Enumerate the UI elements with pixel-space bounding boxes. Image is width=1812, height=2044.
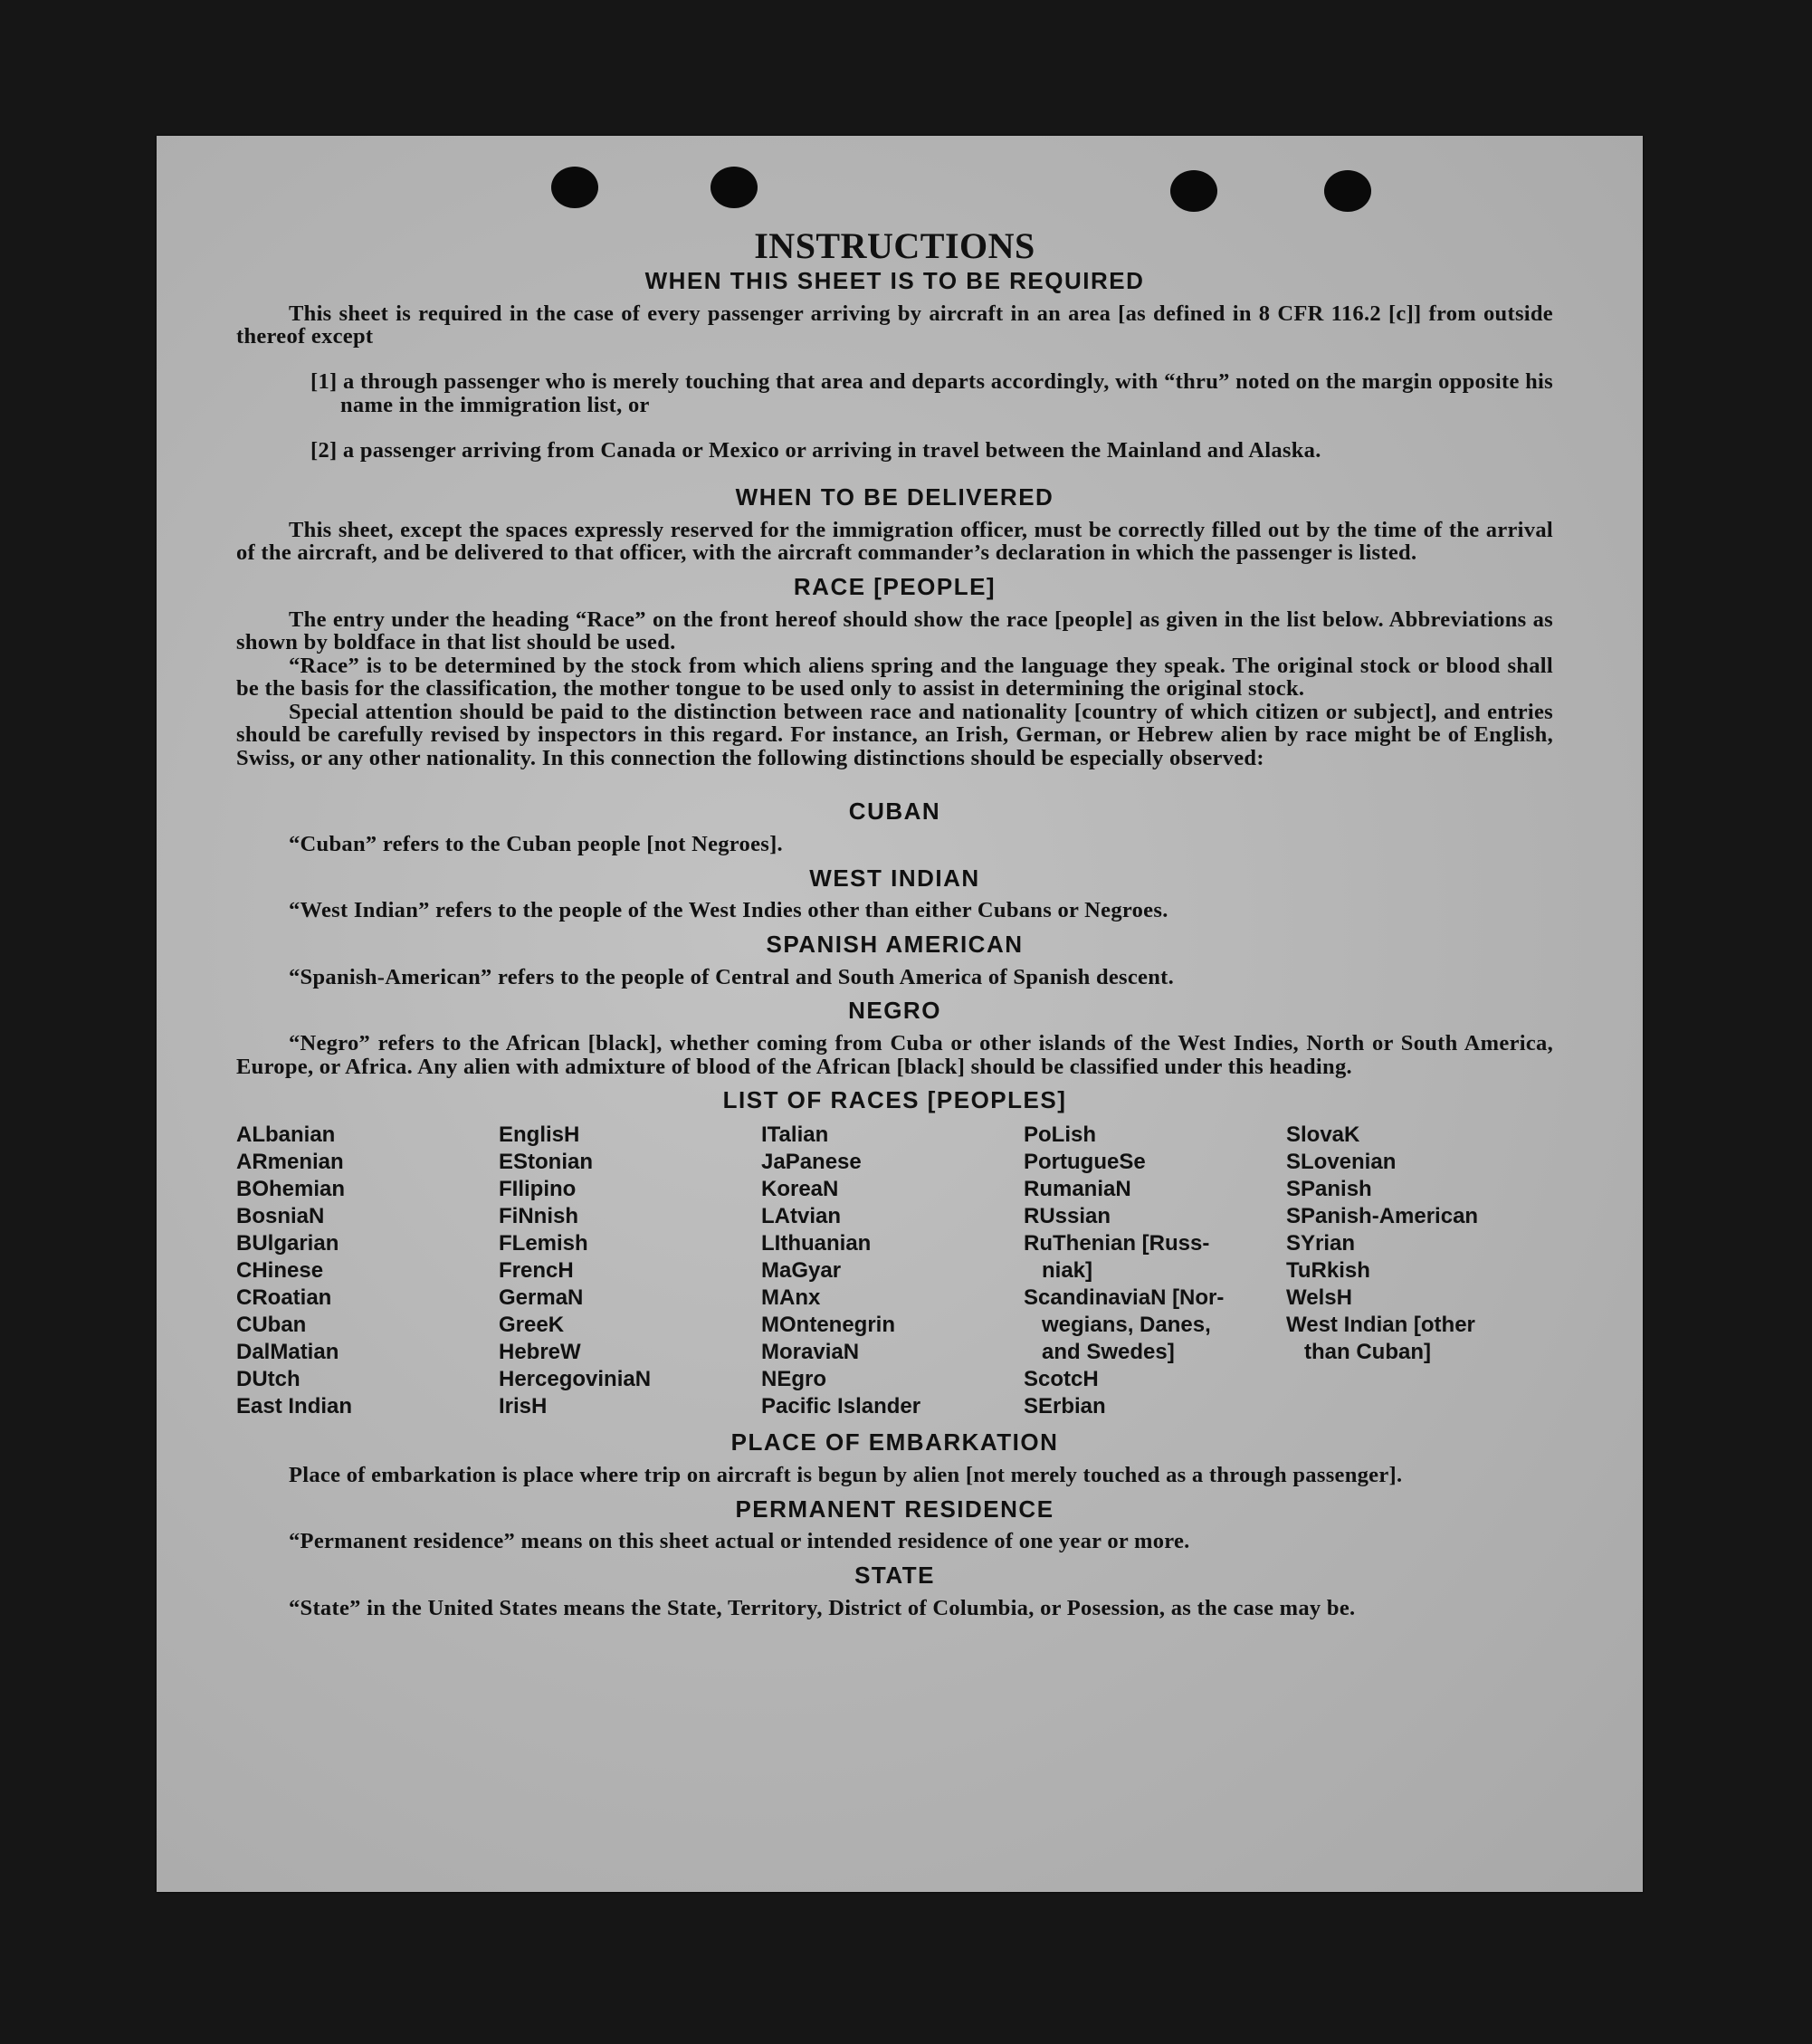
race-list-item: CHinese (236, 1258, 324, 1284)
races-column (761, 1122, 1024, 1420)
race-list-item: ScotcH (1024, 1367, 1099, 1392)
race-list-item: MOntenegrin (761, 1313, 895, 1338)
race-list-item: MoraviaN (761, 1340, 860, 1365)
race-list-item: ScandinaviaN [Nor- (1024, 1285, 1225, 1311)
race-list-item: GreeK (499, 1313, 565, 1338)
race-list-item: ARmenian (236, 1150, 344, 1175)
race-list-item: MAnx (761, 1285, 821, 1311)
race-list-item: FIlipino (499, 1177, 577, 1202)
when-required-item-1: [1] a through passenger who is merely touching that area and departs accordingly, with “thru” noted on the margin opposite his name in the immigration list, or (310, 369, 1553, 417)
when-delivered-text: This sheet, except the spaces expressly reserved for the immigration officer, must be correctly filled out by the time of the arrival of the aircraft, and be delivered to that officer, with the aircraft commander’s declaration in which the passenger is listed. (236, 517, 1553, 566)
when-required-intro: This sheet is required in the case of every passenger arriving by aircraft in an area [as defined in 8 CFR 116.2 [c]] from outside thereof except (236, 301, 1553, 349)
page-title: INSTRUCTIONS (754, 225, 1035, 266)
race-list-item: HebreW (499, 1340, 581, 1365)
race-list-item: FrencH (499, 1258, 574, 1284)
heading-negro: NEGRO (848, 997, 941, 1025)
race-list-item: wegians, Danes, (1024, 1313, 1211, 1338)
heading-permanent-residence: PERMANENT RESIDENCE (735, 1495, 1054, 1523)
punch-hole (710, 167, 758, 208)
race-list-item: CRoatian (236, 1285, 332, 1311)
race-list-item: SPanish (1286, 1177, 1372, 1202)
race-list-item: SPanish-American (1286, 1204, 1479, 1229)
race-paragraph-2: “Race” is to be determined by the stock from which aliens spring and the language they speak. The original stock or blood shall be the basis for the classification, the mother tongue to be used only to assist in determining the original stock. (236, 653, 1553, 702)
place-of-embarkation-text: Place of embarkation is place where trip on aircraft is begun by alien [not merely touched as a through passenger]. (289, 1463, 1403, 1488)
race-list-item: DUtch (236, 1367, 300, 1392)
race-list-item: and Swedes] (1024, 1340, 1175, 1365)
race-list-item: BOhemian (236, 1177, 346, 1202)
race-list-item: SLovenian (1286, 1150, 1397, 1175)
heading-place-of-embarkation: PLACE OF EMBARKATION (730, 1428, 1059, 1457)
race-paragraph-1: The entry under the heading “Race” on the front hereof should show the race [people] as given in the list below. Abbreviations as shown by boldface in that list should be used. (236, 607, 1553, 655)
race-list-item: WelsH (1286, 1285, 1352, 1311)
race-list-item: ITalian (761, 1122, 829, 1148)
cuban-text: “Cuban” refers to the Cuban people [not Negroes]. (289, 832, 783, 857)
race-list-item: RuThenian [Russ- (1024, 1231, 1210, 1256)
permanent-residence-text: “Permanent residence” means on this sheet actual or intended residence of one year or more. (289, 1529, 1190, 1554)
race-list-item: GermaN (499, 1285, 584, 1311)
race-list-item: SlovaK (1286, 1122, 1360, 1148)
race-list-item: IrisH (499, 1394, 548, 1419)
race-list-item: EStonian (499, 1150, 594, 1175)
heading-cuban: CUBAN (848, 798, 941, 826)
race-list-item: BUlgarian (236, 1231, 339, 1256)
race-list-item: niak] (1024, 1258, 1093, 1284)
punch-hole (551, 167, 598, 208)
state-text: “State” in the United States means the State, Territory, District of Columbia, or Posession, as the case may be. (289, 1595, 1356, 1620)
race-list-item: DalMatian (236, 1340, 339, 1365)
heading-spanish-american: SPANISH AMERICAN (766, 930, 1024, 958)
race-list-item: FiNnish (499, 1204, 578, 1229)
race-list-item: LAtvian (761, 1204, 842, 1229)
when-required-item-2: [2] a passenger arriving from Canada or Mexico or arriving in travel between the Mainland and Alaska. (310, 437, 1321, 463)
race-list-item: Pacific Islander (761, 1394, 921, 1419)
race-paragraph-3: Special attention should be paid to the distinction between race and nationality [country of which citizen or subject], and entries should be carefully revised by inspectors in this regard. For instance, an Irish, German, or Hebrew alien by race might be of English, Swiss, or any other nationality. In this connection the following distinctions should be especially observed: (236, 699, 1553, 770)
race-list-item: RUssian (1024, 1204, 1111, 1229)
races-column (1286, 1122, 1549, 1420)
heading-west-indian: WEST INDIAN (809, 864, 980, 892)
race-list-item: ALbanian (236, 1122, 336, 1148)
heading-race: RACE [PEOPLE] (793, 572, 997, 600)
race-list-item: West Indian [other (1286, 1313, 1475, 1338)
race-list-item: TuRkish (1286, 1258, 1370, 1284)
race-list-item: than Cuban] (1286, 1340, 1431, 1365)
heading-state: STATE (854, 1561, 935, 1589)
race-list-item: RumaniaN (1024, 1177, 1131, 1202)
race-list-item: KoreaN (761, 1177, 839, 1202)
race-list-item: MaGyar (761, 1258, 842, 1284)
race-list-item: SErbian (1024, 1394, 1106, 1419)
race-list-item: PortugueSe (1024, 1150, 1146, 1175)
race-list-item: JaPanese (761, 1150, 862, 1175)
heading-list-of-races: LIST OF RACES [PEOPLES] (722, 1086, 1067, 1114)
race-list-item: BosniaN (236, 1204, 325, 1229)
races-column (1024, 1122, 1286, 1420)
race-list-item: CUban (236, 1313, 307, 1338)
races-list (236, 1122, 1553, 1420)
races-column (499, 1122, 761, 1420)
races-column (236, 1122, 499, 1420)
heading-when-delivered: WHEN TO BE DELIVERED (735, 482, 1054, 511)
race-list-item: East Indian (236, 1394, 353, 1419)
race-list-item: EnglisH (499, 1122, 580, 1148)
race-list-item: NEgro (761, 1367, 826, 1392)
negro-text: “Negro” refers to the African [black], whether coming from Cuba or other islands of the West Indies, North or South America, Europe, or Africa. Any alien with admixture of blood of the African [black] should be classified under this heading. (236, 1031, 1553, 1079)
race-list-item: PoLish (1024, 1122, 1097, 1148)
punch-hole (1170, 170, 1217, 212)
heading-when-required: WHEN THIS SHEET IS TO BE REQUIRED (644, 267, 1145, 294)
instructions-content (236, 226, 1553, 1619)
race-list-item: HercegoviniaN (499, 1367, 652, 1392)
race-list-item: FLemish (499, 1231, 588, 1256)
spanish-american-text: “Spanish-American” refers to the people of Central and South America of Spanish descent. (289, 964, 1175, 989)
race-list-item: LIthuanian (761, 1231, 872, 1256)
punch-hole (1324, 170, 1371, 212)
west-indian-text: “West Indian” refers to the people of the West Indies other than either Cubans or Negroes. (289, 898, 1168, 923)
race-list-item: SYrian (1286, 1231, 1356, 1256)
document-sheet (157, 136, 1643, 1892)
